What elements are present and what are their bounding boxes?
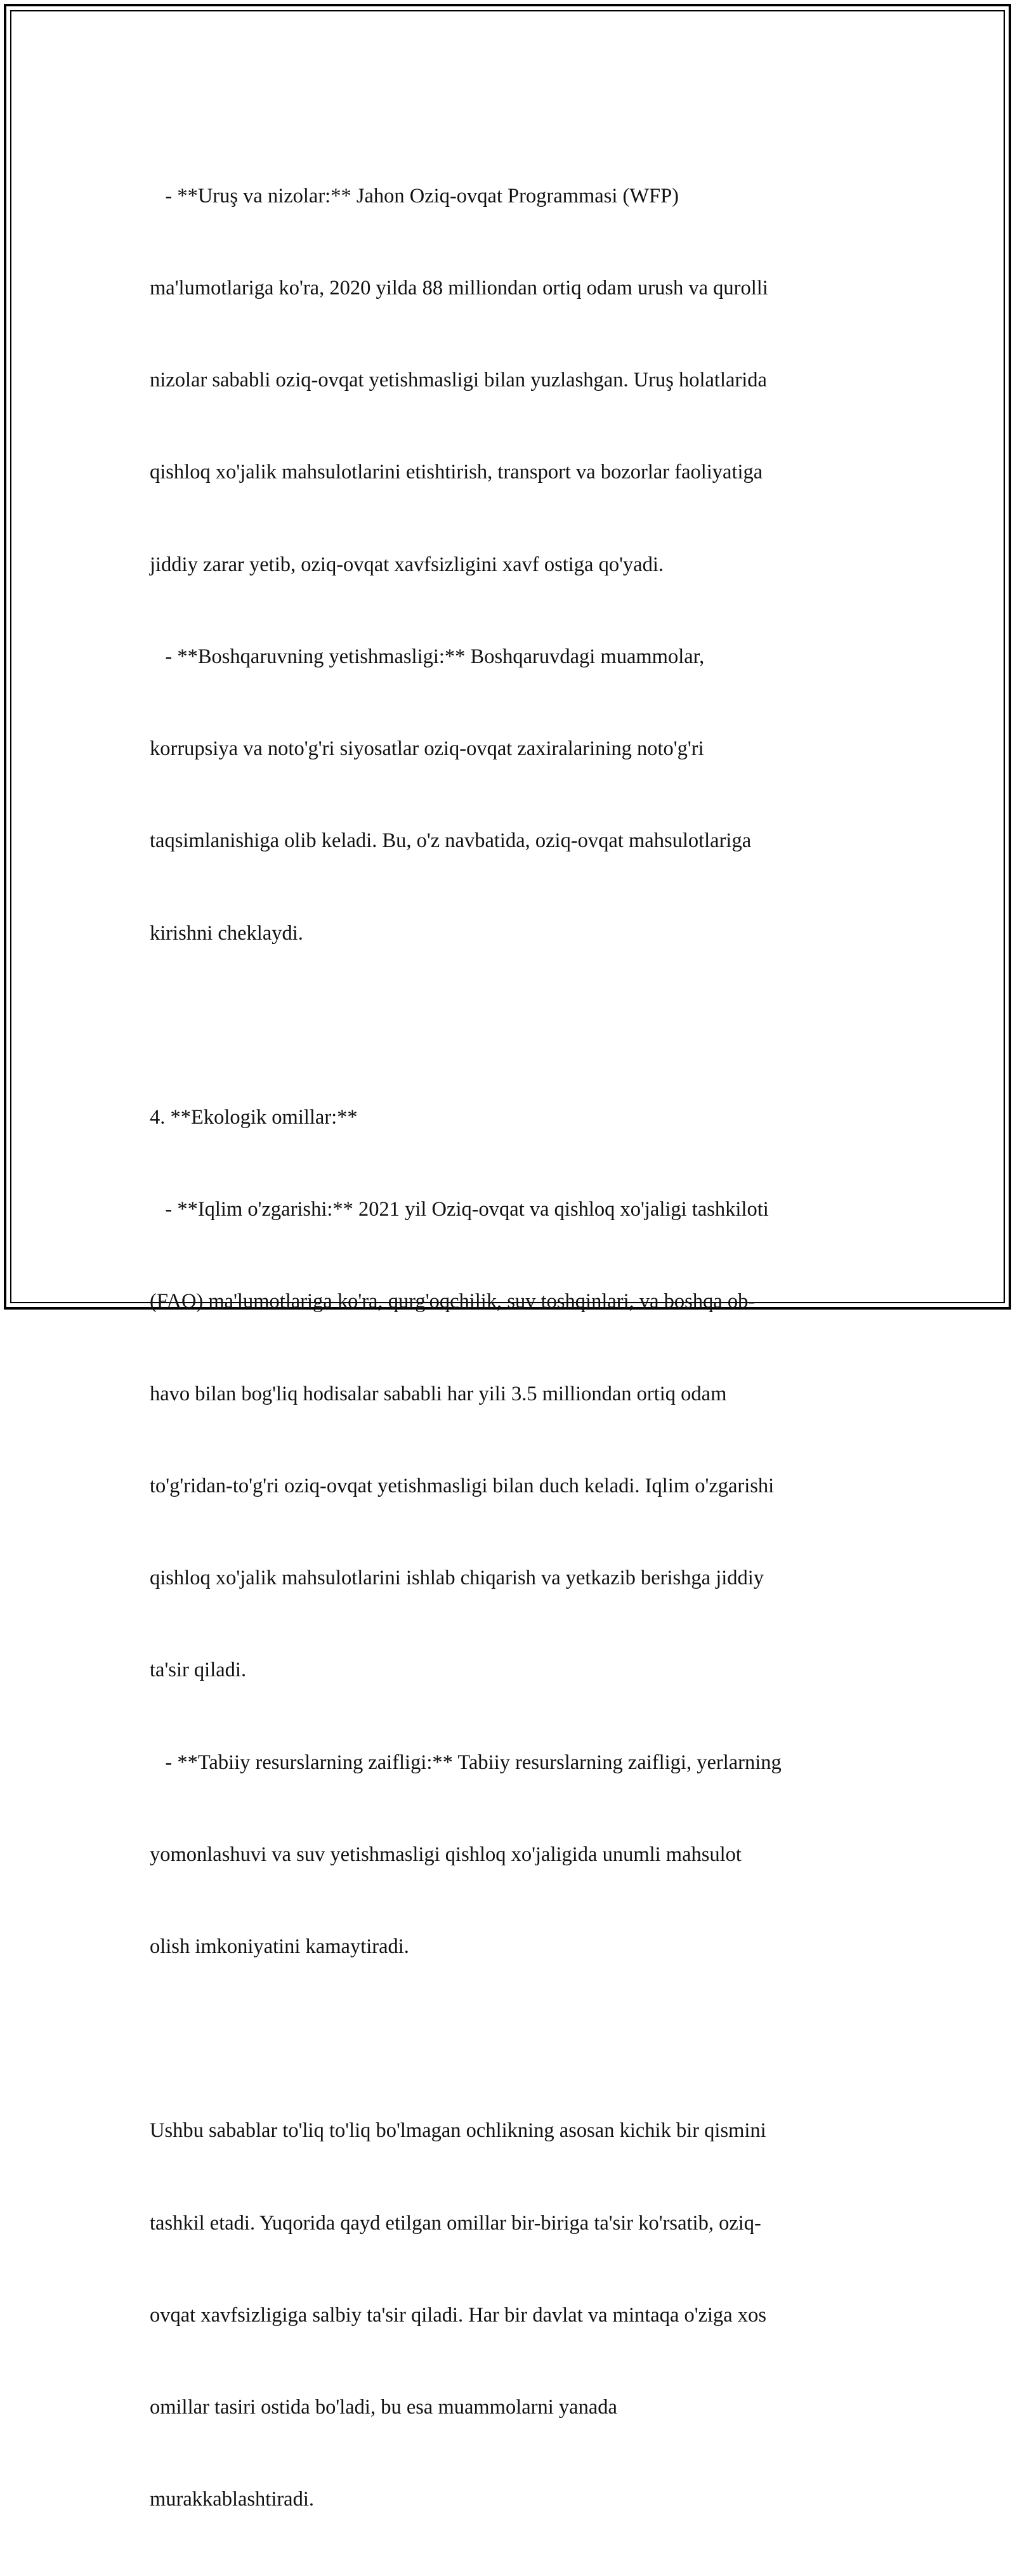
text-line: qishloq xo'jalik mahsulotlarini etishtirish, transport va bozorlar faoliyatiga xyxy=(150,461,763,484)
text-line: kirishni cheklaydi. xyxy=(150,921,303,945)
text-line: to'g'ridan-to'g'ri oziq-ovqat yetishmasligi bilan duch keladi. Iqlim o'zgarishi xyxy=(150,1474,775,1497)
text-line: olish imkoniyatini kamaytiradi. xyxy=(150,1935,409,1958)
section-conflict-governance xyxy=(150,119,873,1010)
text-line: jiddiy zarar yetib, oziq-ovqat xavfsizligini xavf ostiga qo'yadi. xyxy=(150,553,664,576)
paragraph-gap xyxy=(150,2023,873,2054)
text-line: ma'lumotlariga ko'ra, 2020 yilda 88 milliondan ortiq odam urush va qurolli xyxy=(150,277,768,300)
text-line: korrupsiya va noto'g'ri siyosatlar oziq-ovqat zaxiralarining noto'g'ri xyxy=(150,737,704,761)
text-line: murakkablashtiradi. xyxy=(150,2488,315,2511)
text-line: 4. **Ekologik omillar:** xyxy=(150,1105,358,1129)
section-ecological-factors xyxy=(150,1041,873,2023)
text-line: havo bilan bog'liq hodisalar sababli har yili 3.5 milliondan ortiq odam xyxy=(150,1382,727,1405)
text-line: omillar tasiri ostida bo'ladi, bu esa muammolarni yanada xyxy=(150,2396,617,2419)
text-line: - **Boshqaruvning yetishmasligi:** Boshqaruvdagi muammolar, xyxy=(150,645,705,668)
section-conclusion xyxy=(150,2054,873,2576)
text-line: tashkil etadi. Yuqorida qayd etilgan omillar bir-biriga ta'sir ko'rsatib, oziq- xyxy=(150,2211,761,2235)
document-body xyxy=(150,119,873,2576)
text-line: yomonlashuvi va suv yetishmasligi qishloq xo'jaligida unumli mahsulot xyxy=(150,1843,742,1866)
text-line: nizolar sababli oziq-ovqat yetishmasligi bilan yuzlashgan. Uruş holatlarida xyxy=(150,369,767,392)
text-line: ovqat xavfsizligiga salbiy ta'sir qiladi. Har bir davlat va mintaqa o'ziga xos xyxy=(150,2303,767,2327)
text-line: - **Uruş va nizolar:** Jahon Oziq-ovqat Programmasi (WFP) xyxy=(150,184,679,207)
paragraph-gap xyxy=(150,1010,873,1041)
text-line: Ushbu sabablar to'liq to'liq bo'lmagan ochlikning asosan kichik bir qismini xyxy=(150,2119,766,2143)
text-line: (FAO) ma'lumotlariga ko'ra, qurg'oqchilik, suv toshqinlari, va boshqa ob- xyxy=(150,1290,756,1313)
text-line: - **Tabiiy resurslarning zaifligi:** Tabiiy resurslarning zaifligi, yerlarning xyxy=(150,1751,782,1774)
text-line: ta'sir qiladi. xyxy=(150,1659,247,1682)
text-line: - **Iqlim o'zgarishi:** 2021 yil Oziq-ovqat va qishloq xo'jaligi tashkiloti xyxy=(150,1198,769,1221)
text-line: taqsimlanishiga olib keladi. Bu, o'z navbatida, oziq-ovqat mahsulotlariga xyxy=(150,829,752,853)
text-line: qishloq xo'jalik mahsulotlarini ishlab chiqarish va yetkazib berishga jiddiy xyxy=(150,1567,764,1590)
